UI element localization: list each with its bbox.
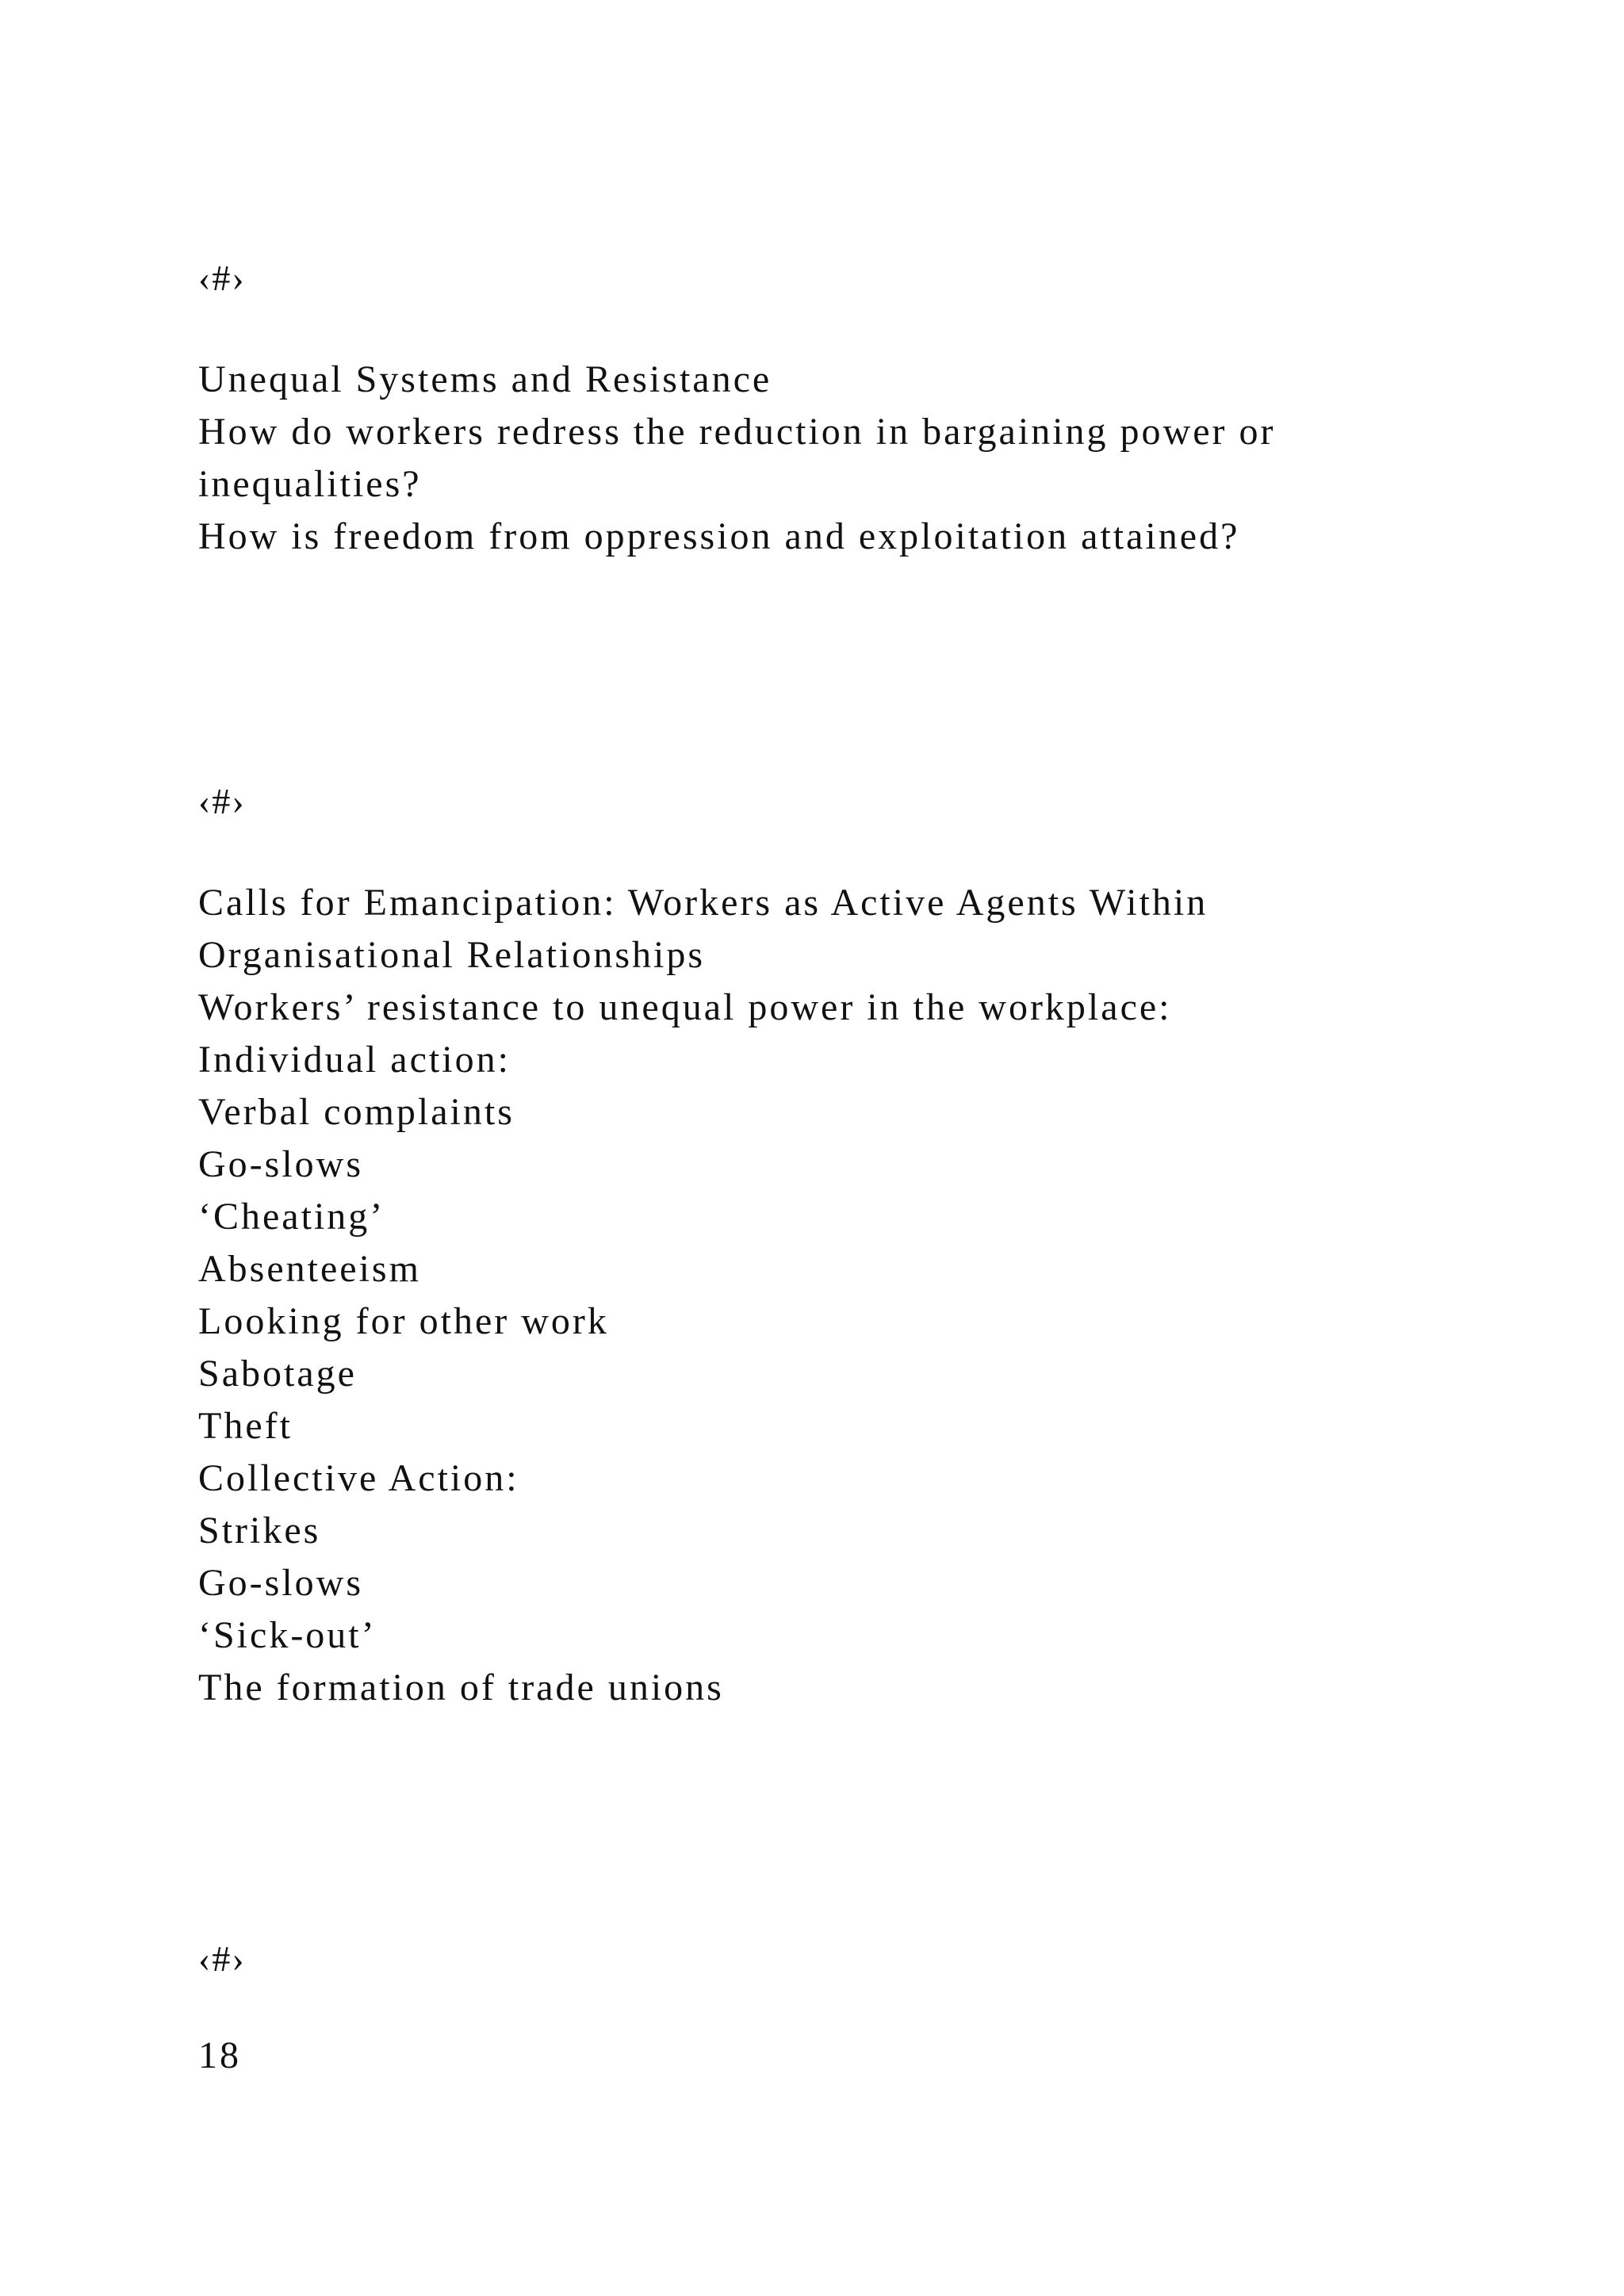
list-item: Verbal complaints <box>198 1091 515 1133</box>
slide-number-marker: ‹#› <box>198 258 246 298</box>
list-item: Go-slows <box>198 1143 364 1185</box>
list-item: The formation of trade unions <box>198 1667 724 1709</box>
text-line: inequalities? <box>198 463 422 505</box>
slide-text-block <box>198 354 1467 563</box>
slide-number-marker: ‹#› <box>198 781 246 821</box>
list-item: ‘Cheating’ <box>198 1196 385 1238</box>
slide-title: Calls for Emancipation: Workers as Active Agents Within <box>198 882 1208 924</box>
list-item: Absenteeism <box>198 1248 421 1290</box>
text-line: Individual action: <box>198 1039 511 1081</box>
list-item: Looking for other work <box>198 1300 609 1342</box>
list-item: ‘Sick-out’ <box>198 1614 377 1656</box>
list-item: Strikes <box>198 1510 321 1552</box>
list-item: Sabotage <box>198 1353 357 1395</box>
list-item: Go-slows <box>198 1562 364 1604</box>
list-item: Theft <box>198 1405 293 1447</box>
text-line: Collective Action: <box>198 1457 519 1499</box>
slide-title: Unequal Systems and Resistance <box>198 358 772 400</box>
text-line: How do workers redress the reduction in bargaining power or <box>198 411 1276 453</box>
slide-number-marker: ‹#› <box>198 1938 246 1979</box>
page-number: 18 <box>198 2034 241 2076</box>
text-line: Workers’ resistance to unequal power in the workplace: <box>198 986 1172 1028</box>
slide-title: Organisational Relationships <box>198 934 706 976</box>
text-line: How is freedom from oppression and exploitation attained? <box>198 515 1240 557</box>
slide-text-block <box>198 877 1467 1714</box>
